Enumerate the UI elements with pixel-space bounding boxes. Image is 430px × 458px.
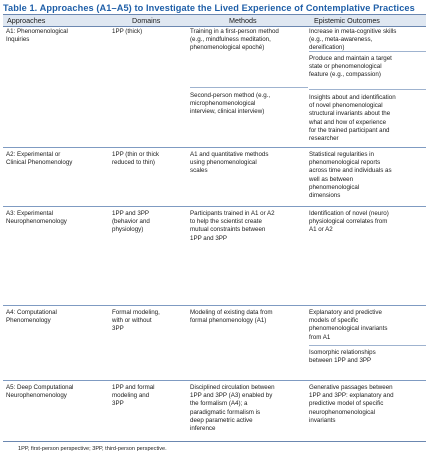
outcomes-cell: Produce and maintain a target xyxy=(309,55,392,62)
outcomes-cell: dereification) xyxy=(309,44,345,52)
outcomes-cell: predictive model of specific xyxy=(309,400,384,408)
methods-cell: the formalism (A4); a xyxy=(190,400,248,408)
outcomes-cell: Identification of novel (neuro) xyxy=(309,210,389,217)
subrow-divider xyxy=(309,51,426,52)
outcomes-cell: from A1 xyxy=(309,333,331,341)
approach-cell: A1: Phenomenological xyxy=(6,28,68,35)
outcomes-cell: Statistical regularities in xyxy=(309,151,374,158)
outcomes-cell: between 1PP and 3PP xyxy=(309,357,372,365)
outcomes-cell: phenomenological reports xyxy=(309,159,381,167)
outcomes-cell: dimensions xyxy=(309,192,341,199)
methods-cell: mutual constraints between xyxy=(190,226,266,234)
methods-cell: phenomenological epoché) xyxy=(190,44,265,52)
methods-cell: to help the scientist create xyxy=(190,218,262,226)
row-divider xyxy=(3,206,426,207)
outcomes-cell: physiological correlates from xyxy=(309,218,388,226)
outcomes-cell: for the trained participant and xyxy=(309,126,390,134)
outcomes-cell: phenomenological invariants xyxy=(309,325,388,333)
methods-cell: 1PP and 3PP (A3) enabled by xyxy=(190,392,273,400)
methods-cell: deep parametric active xyxy=(190,416,253,424)
table-title: Table 1. Approaches (A1–A5) to Investigate the Lived Experience of Contemplative Practices xyxy=(3,3,415,13)
outcomes-cell: of novel phenomenological xyxy=(309,102,383,110)
header-approaches: Approaches xyxy=(7,16,46,25)
approach-cell: Neurophenomenology xyxy=(6,218,67,226)
methods-cell: using phenomenological xyxy=(190,159,257,167)
outcomes-cell: across time and individuals as xyxy=(309,167,392,175)
domain-cell: (behavior and xyxy=(112,218,150,226)
methods-cell: scales xyxy=(190,167,208,175)
table-header xyxy=(3,14,426,27)
outcomes-cell: Explanatory and predictive xyxy=(309,309,382,316)
domain-cell: modeling and xyxy=(112,392,150,400)
methods-cell: Disciplined circulation between xyxy=(190,384,275,391)
domain-cell: 1PP and formal xyxy=(112,384,155,391)
outcomes-cell: feature (e.g., compassion) xyxy=(309,71,381,79)
methods-cell: Participants trained in A1 or A2 xyxy=(190,210,275,217)
outcomes-cell: Increase in meta-cognitive skills xyxy=(309,28,397,35)
outcomes-cell: (e.g., meta-awareness, xyxy=(309,36,373,44)
outcomes-cell: what and how of experience xyxy=(309,118,387,126)
approach-cell: Phenomenology xyxy=(6,317,51,325)
table-footnote: 1PP, first-person perspective; 3PP, third-person perspective. xyxy=(18,446,167,452)
header-epistemic-outcomes: Epistemic Outcomes xyxy=(314,16,380,25)
approach-cell: A4: Computational xyxy=(6,309,57,316)
methods-cell: microphenomenological xyxy=(190,100,256,108)
domain-cell: 1PP and 3PP xyxy=(112,210,150,217)
row-divider xyxy=(3,305,426,306)
domain-cell: reduced to thin) xyxy=(112,159,155,167)
methods-cell: A1 and quantitative methods xyxy=(190,151,269,158)
approach-cell: A5: Deep Computational xyxy=(6,384,74,391)
outcomes-cell: Generative passages between xyxy=(309,384,393,391)
approach-cell: Clinical Phenomenology xyxy=(6,159,73,167)
methods-cell: formal phenomenology (A1) xyxy=(190,317,267,325)
domain-cell: 1PP (thick) xyxy=(112,28,143,35)
outcomes-cell: Insights about and identification xyxy=(309,94,396,101)
outcomes-cell: researcher xyxy=(309,135,339,142)
subrow-divider xyxy=(190,87,308,88)
methods-cell: Training in a first-person method xyxy=(190,28,279,35)
methods-cell: Second-person method (e.g., xyxy=(190,92,271,99)
header-methods: Methods xyxy=(229,16,257,25)
outcomes-cell: Isomorphic relationships xyxy=(309,349,376,356)
domain-cell: 1PP (thin or thick xyxy=(112,151,160,158)
outcomes-cell: invariants xyxy=(309,416,336,424)
row-divider xyxy=(3,147,426,148)
subrow-divider xyxy=(309,89,426,90)
header-domains: Domains xyxy=(132,16,161,25)
outcomes-cell: A1 or A2 xyxy=(309,226,333,234)
outcomes-cell: neurophenomenological xyxy=(309,408,376,416)
approach-cell: Neurophenomenology xyxy=(6,392,67,400)
outcomes-cell: 1PP and 3PP: explanatory and xyxy=(309,392,394,400)
domain-cell: physiology) xyxy=(112,226,144,234)
outcomes-cell: state or phenomenological xyxy=(309,63,382,71)
outcomes-cell: well as between xyxy=(309,175,354,183)
domain-cell: with or without xyxy=(112,317,152,325)
methods-cell: inference xyxy=(190,425,216,432)
methods-cell: 1PP and 3PP xyxy=(190,234,228,242)
domain-cell: 3PP xyxy=(112,325,124,333)
outcomes-cell: structural invariants about the xyxy=(309,110,391,118)
methods-cell: paradigmatic formalism is xyxy=(190,408,261,416)
methods-cell: interview, clinical interview) xyxy=(190,108,265,116)
footer-rule xyxy=(3,441,426,442)
outcomes-cell: models of specific xyxy=(309,317,359,325)
approach-cell: A3: Experimental xyxy=(6,210,54,217)
outcomes-cell: phenomenological xyxy=(309,183,360,191)
approach-cell: A2: Experimental or xyxy=(6,151,61,158)
domain-cell: 3PP xyxy=(112,400,124,408)
row-divider xyxy=(3,380,426,381)
subrow-divider xyxy=(309,345,426,346)
methods-cell: Modeling of existing data from xyxy=(190,309,273,316)
methods-cell: (e.g., mindfulness meditation, xyxy=(190,36,271,44)
domain-cell: Formal modeling, xyxy=(112,309,160,316)
approach-cell: Inquiries xyxy=(6,36,30,44)
